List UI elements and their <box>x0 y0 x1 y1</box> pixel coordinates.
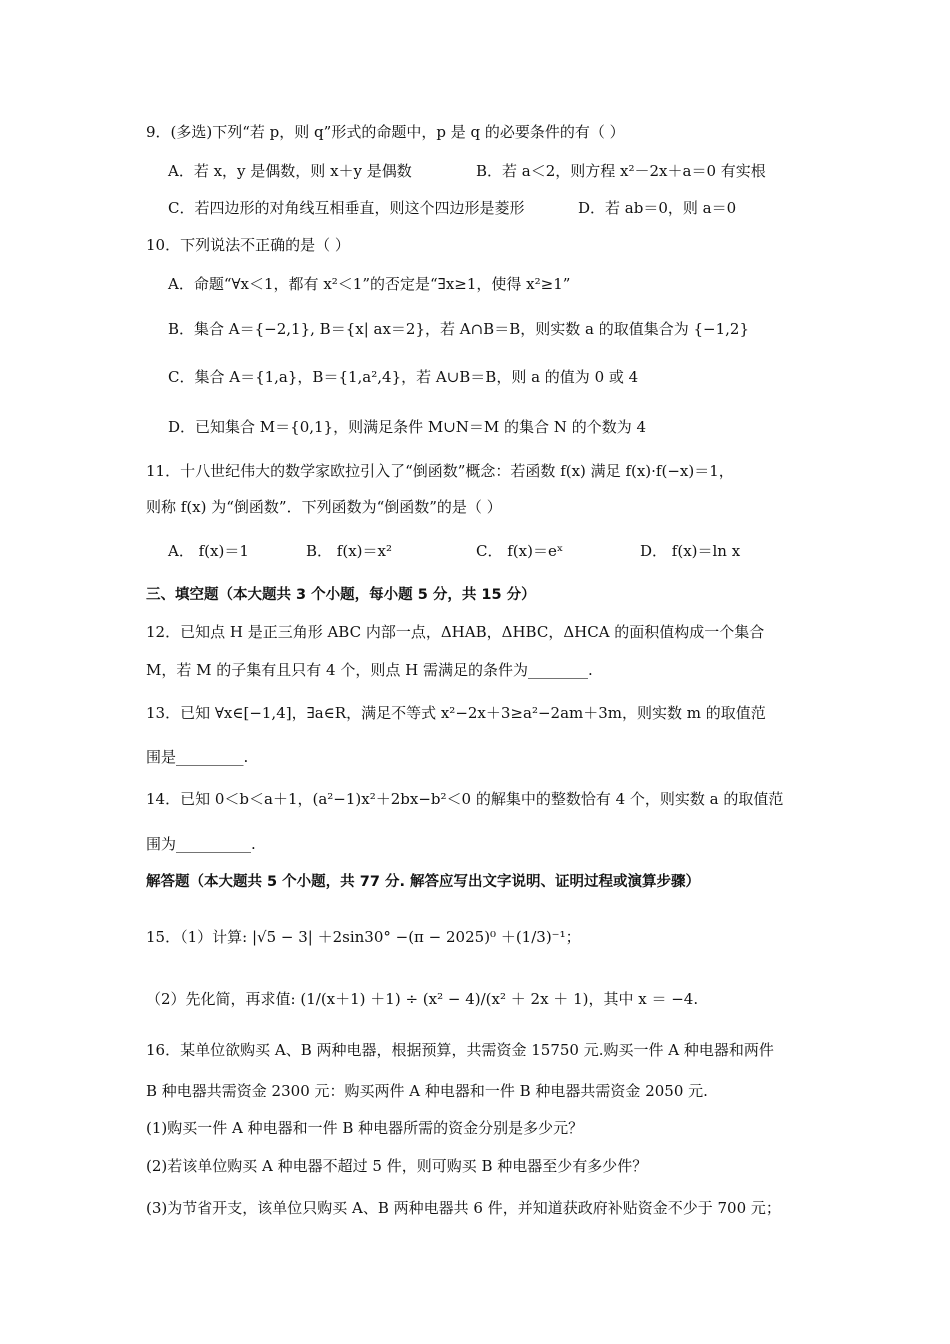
q9-option-a: A．若 x，y 是偶数，则 x＋y 是偶数 <box>168 162 412 180</box>
q10-option-a: A．命题“∀x＜1，都有 x²＜1”的否定是“∃x≥1，使得 x²≥1” <box>168 275 571 293</box>
q9-stem: 9．(多选)下列“若 p，则 q”形式的命题中，p 是 q 的必要条件的有（ ） <box>146 123 625 141</box>
q11-stem-line2: 则称 f(x) 为“倒函数”．下列函数为“倒函数”的是（ ） <box>146 498 502 516</box>
q10-stem: 10．下列说法不正确的是（ ） <box>146 236 350 254</box>
q14-line2: 围为__________. <box>146 835 256 853</box>
q16-line1: 16．某单位欲购买 A、B 两种电器，根据预算，共需资金 15750 元.购买一件 A 种电器和两件 <box>146 1041 774 1059</box>
q13-line1: 13．已知 ∀x∈[−1,4]，∃a∈R，满足不等式 x²−2x＋3≥a²−2am＋3m，则实数 m 的取值范 <box>146 704 766 722</box>
q11-option-b: B． f(x)＝x² <box>306 542 392 560</box>
q10-option-d: D．已知集合 M＝{0,1}，则满足条件 M∪N＝M 的集合 N 的个数为 4 <box>168 418 647 436</box>
q16-subquestion-2: (2)若该单位购买 A 种电器不超过 5 件，则可购买 B 种电器至少有多少件？ <box>146 1157 648 1175</box>
q11-option-d: D． f(x)＝ln x <box>640 542 741 560</box>
q13-line2: 围是_________. <box>146 748 249 766</box>
q16-subquestion-3: (3)为节省开支，该单位只购买 A、B 两种电器共 6 件，并知道获政府补贴资金不少于 700 元； <box>146 1199 781 1217</box>
q10-option-c: C．集合 A＝{1,a}，B＝{1,a²,4}，若 A∪B＝B，则 a 的值为 0 或 4 <box>168 368 639 386</box>
q15-part1: 15．（1）计算: |√5 − 3| ＋2sin30° −(π − 2025)⁰ ＋(1/3)⁻¹； <box>146 928 581 946</box>
q9-option-b: B．若 a＜2，则方程 x²－2x＋a＝0 有实根 <box>476 162 766 180</box>
section-solution-heading: 解答题（本大题共 5 个小题，共 77 分. 解答应写出文字说明、证明过程或演算步骤） <box>146 874 701 890</box>
q16-line2: B 种电器共需资金 2300 元：购买两件 A 种电器和一件 B 种电器共需资金 2050 元. <box>146 1082 708 1100</box>
q12-line1: 12．已知点 H 是正三角形 ABC 内部一点，ΔHAB，ΔHBC，ΔHCA 的面积值构成一个集合 <box>146 623 765 641</box>
q11-stem-line1: 11．十八世纪伟大的数学家欧拉引入了“倒函数”概念：若函数 f(x) 满足 f(x)·f(−x)＝1， <box>146 462 734 480</box>
q15-part2: （2）先化简，再求值: (1/(x＋1) ＋1) ÷ (x² − 4)/(x² ＋ 2x ＋ 1)，其中 x ＝ −4. <box>146 990 699 1008</box>
q10-option-b: B．集合 A＝{−2,1}, B＝{x| ax＝2}，若 A∩B＝B，则实数 a 的取值集合为 {−1,2} <box>168 320 749 338</box>
q12-line2: M，若 M 的子集有且只有 4 个，则点 H 需满足的条件为________. <box>146 661 593 679</box>
q11-option-a: A． f(x)＝1 <box>168 542 249 560</box>
q9-option-c: C．若四边形的对角线互相垂直，则这个四边形是菱形 <box>168 199 525 217</box>
q11-option-c: C． f(x)＝eˣ <box>476 542 564 560</box>
section-fill-in-heading: 三、填空题（本大题共 3 个小题，每小题 5 分，共 15 分） <box>146 587 536 603</box>
q16-subquestion-1: (1)购买一件 A 种电器和一件 B 种电器所需的资金分别是多少元？ <box>146 1119 584 1137</box>
q9-option-d: D．若 ab＝0，则 a＝0 <box>578 199 737 217</box>
q14-line1: 14．已知 0＜b＜a＋1，(a²−1)x²＋2bx−b²＜0 的解集中的整数恰有 4 个，则实数 a 的取值范 <box>146 790 784 808</box>
